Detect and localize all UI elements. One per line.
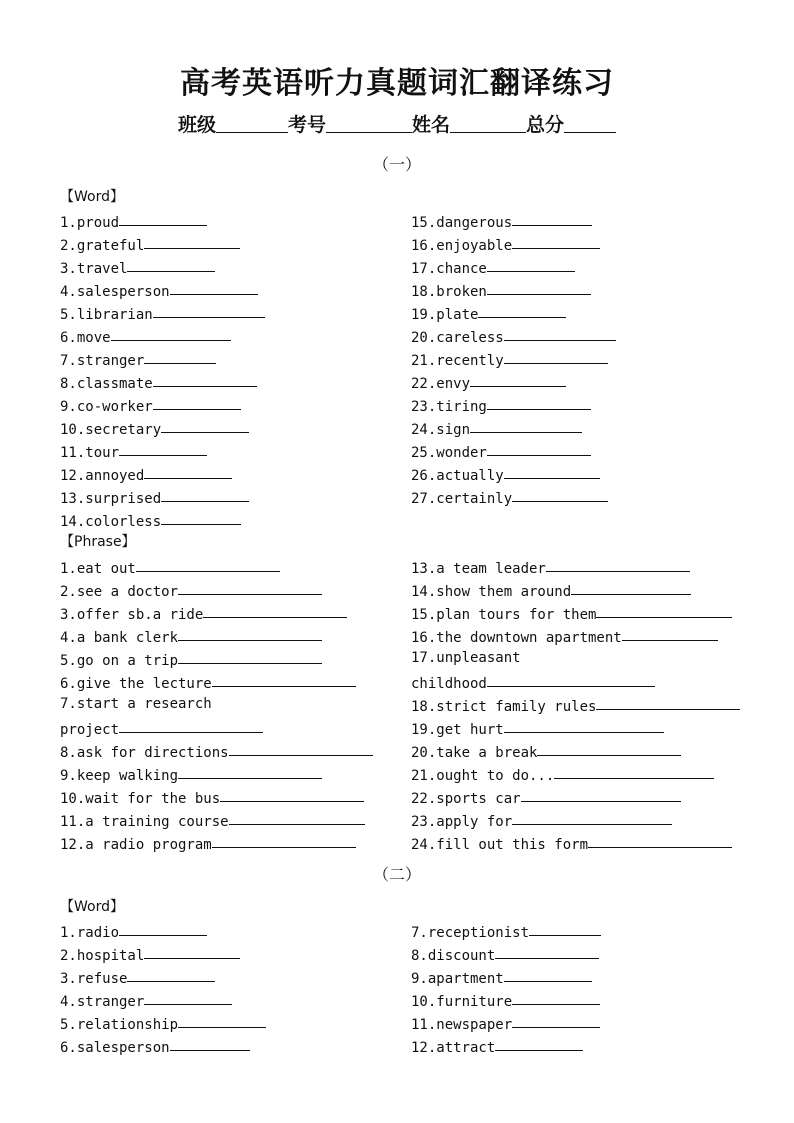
- word-row: [60, 416, 249, 439]
- word-label: 2.hospital: [60, 948, 145, 964]
- answer-blank[interactable]: [144, 988, 232, 1005]
- word-label: 1.proud: [60, 215, 120, 231]
- answer-blank[interactable]: [119, 439, 207, 456]
- word-label: 4.stranger: [60, 994, 145, 1010]
- phrase-label: childhood: [411, 676, 487, 692]
- word-row: [60, 278, 258, 301]
- phrase-label: 21.ought to do...: [411, 768, 555, 784]
- answer-blank[interactable]: [512, 988, 600, 1005]
- word-label: 8.discount: [411, 948, 496, 964]
- answer-blank[interactable]: [170, 1034, 250, 1051]
- answer-blank[interactable]: [178, 762, 322, 779]
- word-row: [411, 347, 608, 370]
- phrase-label: 7.start a research: [60, 696, 212, 712]
- phrase-row: [411, 693, 740, 716]
- word-row: [60, 1034, 250, 1057]
- exam-number-blank[interactable]: [326, 112, 412, 133]
- answer-blank[interactable]: [212, 670, 356, 687]
- word-label: 11.newspaper: [411, 1017, 513, 1033]
- phrase-row: [411, 670, 655, 693]
- word-row: [411, 255, 575, 278]
- word-label: 24.sign: [411, 422, 471, 438]
- answer-blank[interactable]: [504, 716, 664, 733]
- phrase-label: 18.strict family rules: [411, 699, 597, 715]
- word-row: [60, 232, 240, 255]
- answer-blank[interactable]: [596, 601, 732, 618]
- phrase-label: 11.a training course: [60, 814, 229, 830]
- word-label: 7.stranger: [60, 353, 145, 369]
- word-row: [60, 255, 215, 278]
- word-label: 23.tiring: [411, 399, 487, 415]
- answer-blank[interactable]: [512, 209, 592, 226]
- answer-blank[interactable]: [512, 1011, 600, 1028]
- answer-blank[interactable]: [504, 324, 616, 341]
- answer-blank[interactable]: [588, 831, 732, 848]
- word-row: [60, 988, 232, 1011]
- class-label: 班级: [177, 114, 216, 136]
- phrase-label: 13.a team leader: [411, 561, 546, 577]
- answer-blank[interactable]: [119, 716, 263, 733]
- answer-blank[interactable]: [470, 416, 582, 433]
- answer-blank[interactable]: [119, 919, 207, 936]
- word-label: 13.surprised: [60, 491, 162, 507]
- phrase-row: [411, 716, 664, 739]
- phrase-label: 2.see a doctor: [60, 584, 179, 600]
- word-label: 3.refuse: [60, 971, 128, 987]
- answer-blank[interactable]: [144, 347, 216, 364]
- phrase-row: [60, 808, 365, 831]
- word-label: 11.tour: [60, 445, 120, 461]
- word-row: [60, 1011, 266, 1034]
- answer-blank[interactable]: [622, 624, 718, 641]
- word-label: 21.recently: [411, 353, 504, 369]
- phrase-label: project: [60, 722, 120, 738]
- answer-blank[interactable]: [161, 508, 241, 525]
- answer-blank[interactable]: [487, 255, 575, 272]
- answer-blank[interactable]: [119, 209, 207, 226]
- answer-blank[interactable]: [487, 393, 591, 410]
- section-1-phrase-header: 【Phrase】: [60, 534, 136, 550]
- word-row: [411, 942, 599, 965]
- word-row: [411, 324, 616, 347]
- answer-blank[interactable]: [212, 831, 356, 848]
- word-row: [60, 439, 207, 462]
- phrase-label: 3.offer sb.a ride: [60, 607, 204, 623]
- answer-blank[interactable]: [229, 739, 373, 756]
- phrase-row: [60, 831, 356, 854]
- page-title: 高考英语听力真题词汇翻译练习: [180, 66, 614, 101]
- word-label: 14.colorless: [60, 514, 162, 530]
- word-row: [411, 919, 601, 942]
- phrase-row: [411, 555, 690, 578]
- word-label: 2.grateful: [60, 238, 145, 254]
- word-label: 7.receptionist: [411, 925, 530, 941]
- word-row: [60, 965, 215, 988]
- word-label: 5.librarian: [60, 307, 153, 323]
- answer-blank[interactable]: [504, 965, 592, 982]
- answer-blank[interactable]: [153, 370, 257, 387]
- name-blank[interactable]: [450, 112, 526, 133]
- answer-blank[interactable]: [178, 624, 322, 641]
- phrase-label: 1.eat out: [60, 561, 136, 577]
- word-label: 3.travel: [60, 261, 128, 277]
- exam-number-label: 考号: [287, 114, 326, 136]
- phrase-label: 15.plan tours for them: [411, 607, 597, 623]
- word-label: 22.envy: [411, 376, 471, 392]
- word-row: [411, 1011, 600, 1034]
- word-label: 12.annoyed: [60, 468, 145, 484]
- phrase-row: [411, 762, 714, 785]
- word-row: [60, 347, 216, 370]
- word-row: [411, 393, 591, 416]
- word-label: 17.chance: [411, 261, 487, 277]
- word-row: [411, 209, 592, 232]
- answer-blank[interactable]: [504, 462, 600, 479]
- phrase-row: [411, 785, 681, 808]
- phrase-row: [60, 647, 322, 670]
- phrase-label: 16.the downtown apartment: [411, 630, 622, 646]
- phrase-row: [60, 601, 347, 624]
- phrase-row: [60, 555, 280, 578]
- phrase-row: [60, 739, 373, 762]
- word-label: 18.broken: [411, 284, 487, 300]
- word-row: [60, 301, 265, 324]
- phrase-row: [60, 670, 356, 693]
- word-row: [411, 439, 591, 462]
- phrase-row: [60, 716, 263, 739]
- word-label: 25.wonder: [411, 445, 487, 461]
- phrase-label: 20.take a break: [411, 745, 538, 761]
- phrase-row: [411, 739, 681, 762]
- word-label: 16.enjoyable: [411, 238, 513, 254]
- total-score-blank[interactable]: [564, 112, 616, 133]
- word-row: [60, 919, 207, 942]
- answer-blank[interactable]: [111, 324, 231, 341]
- word-label: 9.co-worker: [60, 399, 153, 415]
- answer-blank[interactable]: [153, 393, 241, 410]
- answer-blank[interactable]: [596, 693, 740, 710]
- word-row: [411, 278, 591, 301]
- word-label: 4.salesperson: [60, 284, 170, 300]
- answer-blank[interactable]: [127, 255, 215, 272]
- answer-blank[interactable]: [144, 232, 240, 249]
- word-row: [411, 301, 566, 324]
- answer-blank[interactable]: [178, 578, 322, 595]
- phrase-row: [411, 601, 732, 624]
- answer-blank[interactable]: [220, 785, 364, 802]
- answer-blank[interactable]: [178, 647, 322, 664]
- section-1-title: （一）: [372, 155, 421, 174]
- word-row: [411, 1034, 583, 1057]
- answer-blank[interactable]: [537, 739, 681, 756]
- answer-blank[interactable]: [161, 416, 249, 433]
- phrase-row: [60, 785, 364, 808]
- answer-blank[interactable]: [161, 485, 249, 502]
- answer-blank[interactable]: [127, 965, 215, 982]
- word-row: [60, 508, 241, 531]
- phrase-label: 5.go on a trip: [60, 653, 179, 669]
- phrase-label: 8.ask for directions: [60, 745, 229, 761]
- word-row: [60, 370, 257, 393]
- answer-blank[interactable]: [170, 278, 258, 295]
- word-label: 6.salesperson: [60, 1040, 170, 1056]
- word-row: [411, 370, 566, 393]
- word-label: 1.radio: [60, 925, 120, 941]
- word-label: 8.classmate: [60, 376, 153, 392]
- answer-blank[interactable]: [521, 785, 681, 802]
- word-row: [411, 485, 608, 508]
- answer-blank[interactable]: [512, 485, 608, 502]
- word-label: 6.move: [60, 330, 111, 346]
- answer-blank[interactable]: [178, 1011, 266, 1028]
- answer-blank[interactable]: [136, 555, 280, 572]
- word-label: 19.plate: [411, 307, 479, 323]
- answer-blank[interactable]: [512, 232, 600, 249]
- phrase-label: 9.keep walking: [60, 768, 179, 784]
- phrase-row: [411, 831, 732, 854]
- answer-blank[interactable]: [554, 762, 714, 779]
- word-label: 26.actually: [411, 468, 504, 484]
- answer-blank[interactable]: [495, 942, 599, 959]
- answer-blank[interactable]: [487, 670, 655, 687]
- word-label: 10.furniture: [411, 994, 513, 1010]
- word-row: [411, 988, 600, 1011]
- section-1-word-header: 【Word】: [60, 189, 124, 205]
- phrase-row: [411, 578, 691, 601]
- word-label: 9.apartment: [411, 971, 504, 987]
- phrase-label: 6.give the lecture: [60, 676, 212, 692]
- answer-blank[interactable]: [529, 919, 601, 936]
- answer-blank[interactable]: [495, 1034, 583, 1051]
- answer-blank[interactable]: [203, 601, 347, 618]
- answer-blank[interactable]: [478, 301, 566, 318]
- answer-blank[interactable]: [153, 301, 265, 318]
- word-row: [411, 232, 600, 255]
- word-row: [60, 393, 241, 416]
- section-2-title: （二）: [372, 865, 421, 884]
- phrase-label: 12.a radio program: [60, 837, 212, 853]
- answer-blank[interactable]: [504, 347, 608, 364]
- phrase-row: [411, 647, 521, 670]
- phrase-label: 10.wait for the bus: [60, 791, 221, 807]
- word-label: 27.certainly: [411, 491, 513, 507]
- word-label: 10.secretary: [60, 422, 162, 438]
- class-blank[interactable]: [216, 112, 288, 133]
- phrase-label: 23.apply for: [411, 814, 513, 830]
- phrase-label: 4.a bank clerk: [60, 630, 179, 646]
- answer-blank[interactable]: [487, 278, 591, 295]
- name-label: 姓名: [412, 114, 451, 136]
- phrase-row: [411, 624, 718, 647]
- answer-blank[interactable]: [546, 555, 690, 572]
- word-label: 15.dangerous: [411, 215, 513, 231]
- phrase-label: 22.sports car: [411, 791, 521, 807]
- total-score-label: 总分: [526, 114, 565, 136]
- answer-blank[interactable]: [571, 578, 691, 595]
- word-row: [60, 324, 231, 347]
- word-row: [411, 965, 592, 988]
- answer-blank[interactable]: [144, 462, 232, 479]
- phrase-label: 17.unpleasant: [411, 650, 521, 666]
- word-row: [411, 416, 582, 439]
- phrase-row: [60, 693, 212, 716]
- word-row: [411, 462, 600, 485]
- phrase-row: [60, 624, 322, 647]
- word-row: [60, 485, 249, 508]
- phrase-row: [411, 808, 672, 831]
- phrase-row: [60, 762, 322, 785]
- word-row: [60, 209, 207, 232]
- answer-blank[interactable]: [470, 370, 566, 387]
- answer-blank[interactable]: [144, 942, 240, 959]
- section-2-word-header: 【Word】: [60, 899, 124, 915]
- answer-blank[interactable]: [229, 808, 365, 825]
- phrase-label: 14.show them around: [411, 584, 572, 600]
- word-row: [60, 942, 240, 965]
- word-label: 5.relationship: [60, 1017, 179, 1033]
- answer-blank[interactable]: [512, 808, 672, 825]
- phrase-label: 19.get hurt: [411, 722, 504, 738]
- student-info-line: [0, 110, 794, 137]
- phrase-row: [60, 578, 322, 601]
- word-label: 12.attract: [411, 1040, 496, 1056]
- word-label: 20.careless: [411, 330, 504, 346]
- word-row: [60, 462, 232, 485]
- phrase-label: 24.fill out this form: [411, 837, 589, 853]
- answer-blank[interactable]: [487, 439, 591, 456]
